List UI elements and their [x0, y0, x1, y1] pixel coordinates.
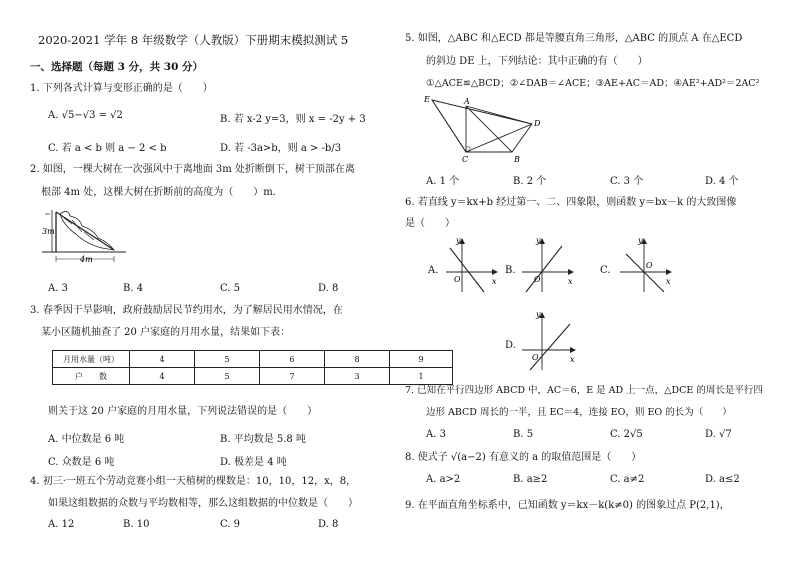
label-b: B [514, 155, 520, 164]
height-label: 3m [42, 227, 55, 236]
option-d: D. 极差是 4 吨 [220, 457, 287, 468]
question-stem-line2: 是（ ） [405, 218, 455, 229]
option-c: C. 2√5 [610, 429, 643, 440]
option-d: D. 4 个 [705, 176, 739, 187]
table-cell: 4 [130, 368, 195, 385]
option-a: A. 3 [426, 429, 446, 440]
table-cell: 7 [260, 368, 325, 385]
label-c: C [462, 155, 469, 164]
option-d: D. 8 [318, 283, 339, 294]
option-a: A. 12 [48, 519, 75, 530]
option-a: A. a>2 [426, 474, 461, 485]
question-stem-line2: 如果这组数据的众数与平均数相等，那么这组数据的中位数是（ ） [48, 498, 358, 509]
option-b: B. 5 [513, 429, 534, 440]
question-stem: 9. 在平面直角坐标系中，已知函数 y＝kx－k(k≠0) 的图象过点 P(2,1)， [405, 500, 730, 511]
origin-label: O [454, 275, 461, 284]
axis-y-label: y [456, 236, 461, 245]
option-b: B. 平均数是 5.8 吨 [220, 434, 306, 445]
option-a: A. 1 个 [426, 176, 460, 187]
label-d: D [534, 119, 541, 128]
option-b: B. 4 [123, 283, 144, 294]
option-b: B. 10 [123, 519, 150, 530]
option-c: C. 9 [220, 519, 241, 530]
origin-label: O [532, 353, 539, 362]
origin-label: O [646, 261, 653, 270]
table-cell: 9 [390, 351, 453, 368]
section-header: 一、选择题（每题 3 分，共 30 分） [30, 61, 204, 73]
table-cell: 8 [325, 351, 390, 368]
option-c: C. 5 [220, 283, 241, 294]
table-cell: 5 [195, 351, 260, 368]
option-d: D. 8 [318, 519, 339, 530]
option-b: B. a≥2 [513, 474, 548, 485]
water-usage-table [52, 350, 453, 385]
graph-c [618, 236, 674, 294]
option-d: D. a≤2 [705, 474, 740, 485]
graph-label-d: D. [505, 340, 516, 351]
question-stem-line2: 边形 ABCD 周长的一半，且 EC＝4，连接 EO，则 EO 的长为（ ） [426, 407, 732, 418]
option-d: D. √7 [705, 429, 732, 440]
table-row [53, 368, 453, 385]
option-a: A. 中位数是 6 吨 [48, 434, 125, 445]
option-c: C. 3 个 [610, 176, 644, 187]
question-stem-line1: 2. 如图，一棵大树在一次强风中于离地面 3m 处折断倒下，树干顶部在离 [30, 164, 355, 175]
table-cell: 5 [195, 368, 260, 385]
option-a: A. 3 [48, 283, 68, 294]
option-c: C. 众数是 6 吨 [48, 457, 115, 468]
question-stem-line2: 根部 4m 处，这棵大树在折断前的高度为（ ）m. [41, 187, 276, 198]
page-title: 2020-2021 学年 8 年级数学（人教版）下册期末模拟测试 5 [38, 33, 349, 47]
graph-b [520, 236, 576, 294]
graph-label-b: B. [505, 265, 516, 276]
question-stem: 1. 下列各式计算与变形正确的是（ ） [30, 83, 213, 94]
axis-y-label: y [536, 310, 541, 319]
question-stem-line1: 4. 初三·一班五个劳动竞赛小组一天植树的棵数是：10，10，12，x，8， [30, 476, 357, 487]
axis-x-label: x [570, 355, 575, 364]
question-stem: 8. 使式子 √(a−2) 有意义的 a 的取值范围是（ ） [405, 452, 642, 463]
option-c: C. 若 a < b 则 a − 2 < b [48, 143, 167, 154]
axis-x-label: x [568, 277, 573, 286]
question-stem-line1: 5. 如图，△ABC 和△ECD 都是等腰直角三角形，△ABC 的顶点 A 在△ECD [405, 33, 743, 44]
option-d: D. 若 -3a>b，则 a > -b/3 [220, 143, 342, 154]
table-header-cell: 月用水量（吨） [53, 351, 130, 368]
table-row [53, 351, 453, 368]
option-b: B. 2 个 [513, 176, 547, 187]
axis-y-label: y [638, 236, 643, 245]
question-stem-line1: 6. 若直线 y＝kx+b 经过第一、二、四象限，则函数 y＝bx－k 的大致图像 [405, 197, 737, 208]
graph-d [520, 310, 580, 372]
label-a: A [464, 97, 470, 106]
axis-x-label: x [492, 277, 497, 286]
table-cell: 4 [130, 351, 195, 368]
axis-y-label: y [536, 236, 541, 245]
table-cell: 6 [260, 351, 325, 368]
triangles-figure [420, 92, 550, 167]
option-b: B. 若 x-2 y=3，则 x = -2y + 3 [220, 114, 366, 125]
graph-a [444, 236, 500, 294]
label-e: E [424, 95, 430, 104]
question-conclusions: ①△ACE≌△BCD；②∠DAB＝∠ACE；③AE+AC＝AD；④AE²+AD²＝2AC² [426, 78, 760, 89]
option-a: A. √5−√3 = √2 [48, 110, 123, 121]
table-cell: 1 [390, 368, 453, 385]
width-label: 4m [80, 255, 93, 264]
broken-tree-figure [42, 204, 132, 264]
question-stem-line2: 的斜边 DE 上，下列结论：其中正确的有（ ） [426, 56, 648, 67]
question-stem-line1: 3. 春季因干旱影响，政府鼓励居民节约用水，为了解居民用水情况，在 [30, 305, 343, 316]
option-c: C. a≠2 [610, 474, 645, 485]
origin-label: O [534, 275, 541, 284]
question-stem-line2: 某小区随机抽查了 20 户家庭的月用水量，结果如下表： [41, 327, 291, 338]
graph-label-a: A. [428, 265, 439, 276]
table-cell: 3 [325, 368, 390, 385]
question-stem-line1: 7. 已知在平行四边形 ABCD 中，AC＝6，E 是 AD 上一点，△DCE 的周长是平行四 [405, 385, 763, 396]
question-followup: 则关于这 20 户家庭的月用水量，下列说法错误的是（ ） [48, 406, 318, 417]
graph-label-c: C. [600, 265, 611, 276]
table-header-cell: 户 数 [53, 368, 130, 385]
axis-x-label: x [666, 277, 671, 286]
